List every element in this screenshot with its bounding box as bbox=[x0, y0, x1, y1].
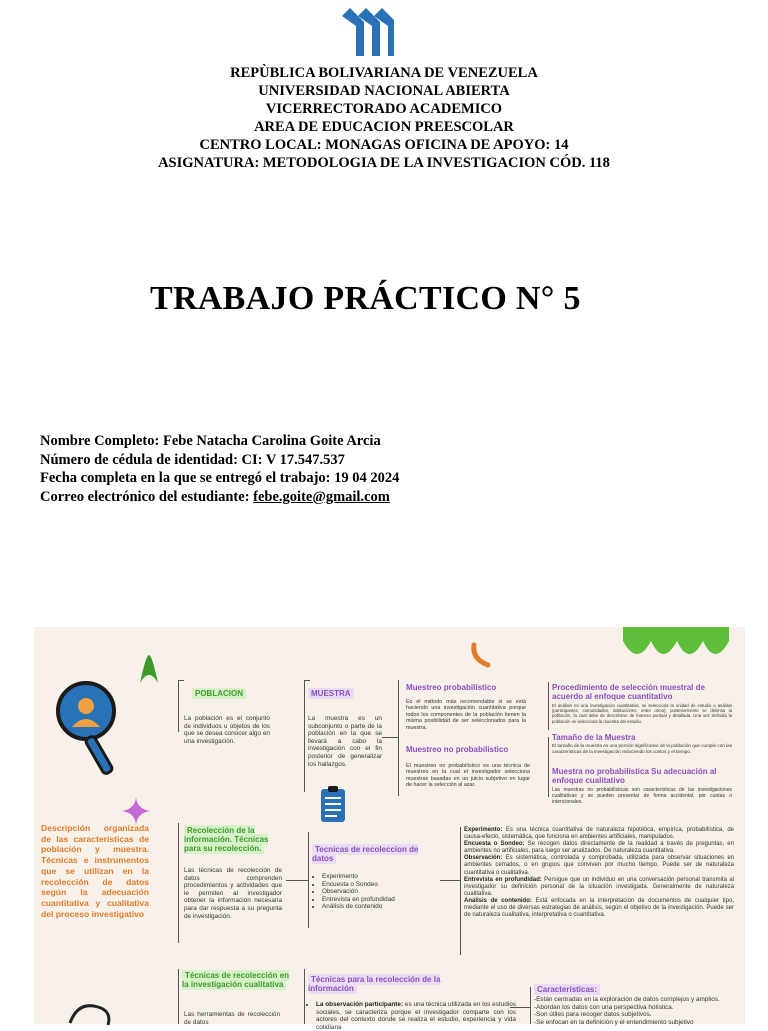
definition-item: Entrevista en profundidad: Persigue que un individuo en una conversación personal transmita al investigador su definición personal de la situación investigada. Generalmente de naturaleza cualitativa. bbox=[464, 876, 734, 897]
caracteristicas-text bbox=[534, 996, 734, 1026]
tecnicas-info-title: Técnicas para la recolección de la información bbox=[308, 975, 441, 993]
muestra-cualitativa-text: Las muestras no probabilísticas son características de las investigaciones cualitativas y se pueden presentar de forma accidental, por cuotas o intencionales. bbox=[552, 787, 732, 805]
bracket-line bbox=[308, 832, 309, 928]
bracket-line bbox=[548, 682, 549, 730]
recoleccion-text: Las técnicas de recolección de datos comprenden procedimientos y actividades que le permiten al investigador obtener la información necesaria para dar respuesta a su pregunta de investigación. bbox=[184, 867, 282, 920]
tecnicas-title: Tecnicas de recoleccion de datos bbox=[312, 845, 419, 863]
university-logo bbox=[340, 6, 396, 58]
bracket-line bbox=[398, 680, 399, 796]
email-row bbox=[40, 488, 399, 507]
definition-item: Análisis de contenido: Está enfocada en la interpretación de documentos de cualquier tipo, mediante el uso de diversas estrategias de análisis, según el objetivo de la investigación. Puede ser de naturaleza cualitativa, interpretativa o cuantitativa. bbox=[464, 897, 734, 919]
sparkle-icon bbox=[122, 797, 150, 825]
tecnicas-list bbox=[312, 873, 442, 911]
cualitativa-text: Las herramientas de recolección de datos bbox=[184, 1011, 280, 1026]
procedimiento-title: Procedimiento de selección muestral de acuerdo al enfoque cuantitativo bbox=[552, 683, 705, 701]
definition-item: Experimento: Es una técnica cuantitativa de naturaleza hipotética, empírica, probabilística, de causa-efecto, sistemática, que funciona en ambientes artificiales, manipulados. bbox=[464, 827, 734, 841]
header-line: UNIVERSIDAD NACIONAL ABIERTA bbox=[258, 83, 510, 99]
muestra-title: MUESTRA bbox=[308, 689, 354, 698]
list-item: • Análisis de contenido bbox=[322, 903, 442, 911]
doodle-icon bbox=[68, 999, 128, 1025]
orange-leaf-icon bbox=[470, 643, 492, 669]
list-item: -Están centradas en la exploración de datos complejos y amplios. bbox=[534, 996, 720, 1003]
definition-item: Observación: Es sistemática, controlada y comprobada, utilizada para observar situaciones en ambientes cerrados, o en grupos que conviven por mucho tiempo. Puede ser de naturaleza cuantitativa o cualitativa. bbox=[464, 855, 734, 876]
poblacion-title: POBLACION bbox=[192, 689, 246, 698]
list-item: -Son útiles para recoger datos subjetivos. bbox=[534, 1011, 652, 1019]
map-description: Descripción organizada de las características de población y muestra. Técnicas e instrumentos que se utilizan en la recolección de datos según la adecuación cuantitativa y cualitativa del proceso investigativo bbox=[41, 823, 149, 919]
procedimiento-text: El análisis en una investigación cuantitativa, se selecciona la unidad de estudio o análisis (participantes, comunidades, instituciones, entre otros); posteriormente se delimita la población, la cual debe de describirse de manera puntual y detallada. Una vez definida la población se selecciona la muestra del estudio. bbox=[552, 703, 732, 724]
student-name: Nombre Completo: Febe Natacha Carolina Goite Arcia bbox=[40, 433, 381, 449]
connector-line bbox=[440, 880, 460, 881]
student-id: Número de cédula de identidad: CI: V 17.547.537 bbox=[40, 451, 345, 468]
bracket-line bbox=[460, 827, 461, 955]
header-line: REPÙBLICA BOLIVARIANA DE VENEZUELA bbox=[230, 65, 538, 81]
list-item: • Entrevista en profundidad bbox=[322, 896, 442, 904]
poblacion-text: La población es el conjunto de individuos u objetos de los que se desea conocer algo en una investigación. bbox=[184, 715, 270, 745]
muestreo-no-probabilistico-text: El muestreo no probabilístico es una técnica de muestreo en la cual el investigador selecciona muestras basadas en un juicio subjetivo en lugar de hacer la selección al azar. bbox=[406, 763, 530, 789]
delivery-date: Fecha completa en la que se entregó el trabajo: 19 04 2024 bbox=[40, 470, 400, 486]
recoleccion-title: Recolección de la información. Técnicas para su recolección. bbox=[184, 826, 269, 853]
list-item: • La observación participante: es una técnica utilizada en los estudios sociales, se caracteriza porque el investigador comparte con los actores del contexto donde se realiza el estudio, experiencia y vida cotidiana bbox=[316, 1001, 516, 1031]
connector-line bbox=[382, 737, 398, 738]
bracket-line bbox=[178, 680, 184, 681]
scallop-decoration-icon bbox=[619, 627, 741, 663]
header-line: CENTRO LOCAL: MONAGAS OFICINA DE APOYO: 14 bbox=[199, 137, 569, 153]
institution-header bbox=[0, 64, 768, 172]
student-info bbox=[40, 432, 399, 506]
list-item: -Se enfocan en la definición y el entendimiento subjetivo bbox=[534, 1018, 694, 1026]
muestra-cualitativa-title: Muestra no probabilística Su adecuación al enfoque cualitativo bbox=[552, 767, 717, 785]
tamano-muestra-text: El tamaño de la muestra es una porción significativa de la población que cumple con las características de la investigación reduciendo los costos y el tiempo. bbox=[552, 743, 732, 754]
caracteristicas-title: Características: bbox=[534, 985, 600, 994]
list-item: • Experimento bbox=[322, 873, 442, 881]
muestra-text: La muestra es un subconjunto o parte de la población en la que se llevará a cabo la investigación con el fin posterior de generalizar los hallazgos. bbox=[308, 715, 382, 768]
mind-map bbox=[34, 627, 745, 1031]
bracket-line bbox=[178, 969, 179, 1024]
header-line: ASIGNATURA: METODOLOGIA DE LA INVESTIGACION CÓD. 118 bbox=[158, 155, 610, 171]
bracket-line bbox=[304, 969, 305, 1024]
cualitativa-title: Técnicas de recolección en la investigación cualitativa bbox=[182, 971, 290, 989]
tecnicas-definitions bbox=[464, 827, 734, 919]
definition-item: Encuesta o Sondeo: Se recogen datos directamente de la realidad a través de preguntas, en ambientes no artificiales, para luego ser analizados. De naturaleza cuantitativa. bbox=[464, 841, 734, 855]
tecnicas-info-list bbox=[306, 1001, 516, 1031]
clipboard-icon bbox=[320, 785, 346, 823]
green-leaf-icon bbox=[138, 653, 160, 685]
bracket-line bbox=[304, 680, 310, 681]
list-item: -Abordan los datos con una perspectiva holística. bbox=[534, 1003, 674, 1011]
magnifier-user-icon bbox=[56, 681, 122, 781]
list-item: • Observación bbox=[322, 888, 442, 896]
bracket-line bbox=[530, 987, 531, 1024]
tamano-muestra-title: Tamaño de la Muestra bbox=[552, 733, 636, 742]
bracket-line bbox=[178, 680, 179, 732]
muestreo-no-probabilistico-title: Muestreo no probabilístico bbox=[406, 745, 509, 754]
bracket-line bbox=[548, 737, 549, 797]
connector-line bbox=[286, 880, 308, 881]
header-line: AREA DE EDUCACION PREESCOLAR bbox=[254, 119, 514, 135]
list-item: • Encuesta o Sondeo bbox=[322, 881, 442, 889]
muestreo-probabilistico-title: Muestreo probabilístico bbox=[406, 683, 497, 692]
document-title: TRABAJO PRÁCTICO N° 5 bbox=[150, 280, 581, 317]
bracket-line bbox=[178, 823, 179, 943]
header-line: VICERRECTORADO ACADEMICO bbox=[265, 101, 503, 117]
muestreo-probabilistico-text: Es el método más recomendable si se está haciendo una investigación cuantitativa porque todos los componentes de la población tienen la misma posibilidad de ser seleccionados para la muestra. bbox=[406, 699, 526, 731]
bracket-line bbox=[304, 680, 305, 792]
email-label: Correo electrónico del estudiante: bbox=[40, 488, 254, 505]
email-link[interactable]: febe.goite@gmail.com bbox=[253, 488, 390, 505]
